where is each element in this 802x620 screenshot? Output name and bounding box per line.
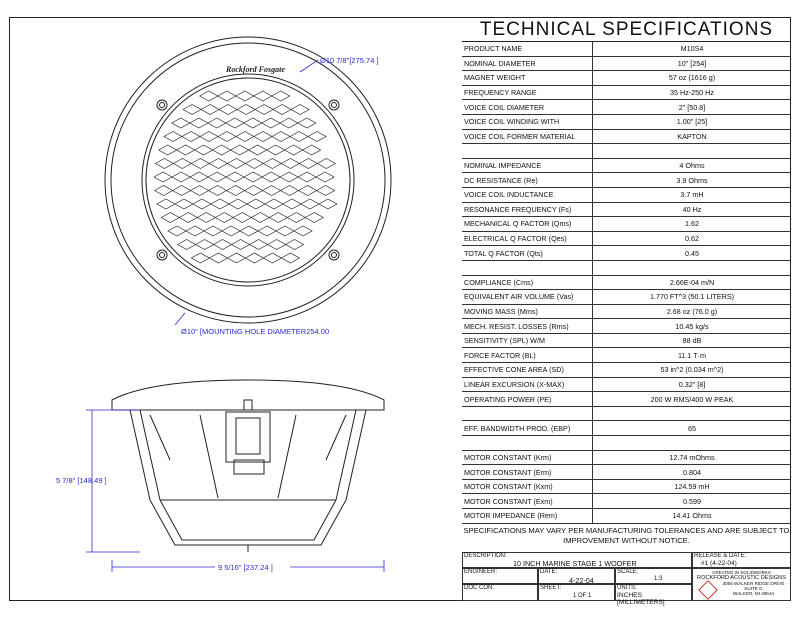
spec-row [462, 202, 791, 217]
spec-key [462, 260, 593, 275]
spec-row [462, 509, 791, 524]
spec-row [462, 450, 791, 465]
spec-key: MOTOR CONSTANT (Erm) [462, 465, 593, 480]
spec-key: VOICE COIL FORMER MATERIAL [462, 129, 593, 144]
spec-value: 14.41 Ohms [593, 509, 792, 524]
spec-key: OPERATING POWER (PE) [462, 392, 593, 407]
spec-row [462, 114, 791, 129]
spec-value: 3.7 mH [593, 187, 792, 202]
spec-key: MAGNET WEIGHT [462, 71, 593, 86]
doc-con-cell: DOC CON: [462, 584, 538, 601]
spec-value [593, 406, 792, 421]
spec-row [462, 436, 791, 451]
spec-row [462, 42, 791, 56]
disclaimer: SPECIFICATIONS MAY VARY PER MANUFACTURING TOLERANCES AND ARE SUBJECT TO IMPROVEMENT WITHOUT NOTICE. [463, 526, 790, 545]
spec-value [593, 436, 792, 451]
spec-key: VOICE COIL INDUCTANCE [462, 187, 593, 202]
description-cell: DESCRIPTION: 10 INCH MARINE STAGE 1 WOOFER [462, 552, 692, 568]
spec-row [462, 275, 791, 290]
spec-value: 12.74 mOhms [593, 450, 792, 465]
spec-value: 10" [254] [593, 56, 792, 71]
top-view [105, 37, 391, 323]
brand-logo: Rockford Fosgate [226, 65, 285, 74]
spec-key: MECH. RESIST. LOSSES (Rms) [462, 319, 593, 334]
date-cell: DATE: 4-22-04 [538, 568, 615, 584]
spec-value: 11.1 T·m [593, 348, 792, 363]
spec-value: 57 oz (1616 g) [593, 71, 792, 86]
spec-value: 1.62 [593, 217, 792, 232]
spec-value: 3.9 Ohms [593, 173, 792, 188]
spec-key: MOVING MASS (Mms) [462, 304, 593, 319]
spec-value: 1.00" [25] [593, 114, 792, 129]
spec-value: 1.770 FT^3 (50.1 LITERS) [593, 290, 792, 305]
spec-key: EQUIVALENT AIR VOLUME (Vas) [462, 290, 593, 305]
units-cell: UNITS: INCHES [MILLIMETERS] [615, 584, 692, 601]
spec-row [462, 392, 791, 407]
spec-row [462, 231, 791, 246]
spec-row [462, 421, 791, 436]
spec-row [462, 304, 791, 319]
spec-key: VOICE COIL DIAMETER [462, 100, 593, 115]
spec-value: KAPTON [593, 129, 792, 144]
spec-value: M10S4 [593, 42, 792, 56]
spec-key: MECHANICAL Q FACTOR (Qms) [462, 217, 593, 232]
spec-row [462, 290, 791, 305]
spec-key: DC RESISTANCE (Re) [462, 173, 593, 188]
spec-value: 200 W RMS/400 W PEAK [593, 392, 792, 407]
spec-key: VOICE COIL WINDING WITH [462, 114, 593, 129]
spec-row [462, 363, 791, 378]
spec-key: FREQUENCY RANGE [462, 85, 593, 100]
spec-row [462, 406, 791, 421]
spec-value: 2.66E-04 m/N [593, 275, 792, 290]
spec-row [462, 129, 791, 144]
spec-key: FORCE FACTOR (BL) [462, 348, 593, 363]
width-dim: 9 5/16" [237.24 ] [218, 563, 273, 572]
spec-value [593, 144, 792, 159]
spec-value: 53 in^2 (0.034 m^2) [593, 363, 792, 378]
spec-key: MOTOR CONSTANT (Krm) [462, 450, 593, 465]
spec-value: 10.45 kg/s [593, 319, 792, 334]
spec-key: SENSITIVITY (SPL) W/M [462, 333, 593, 348]
spec-key [462, 436, 593, 451]
spec-value: 65 [593, 421, 792, 436]
spec-key: COMPLIANCE (Cms) [462, 275, 593, 290]
spec-key: RESONANCE FREQUENCY (Fs) [462, 202, 593, 217]
spec-row [462, 260, 791, 275]
spec-row [462, 173, 791, 188]
company-cell: CREATED IN SOLIDWORKS ROCKFORD ACOUSTIC DESIGNS 3056 WALKER RIDGE DRIVE SUITE G WALKER, MI 49544 [692, 568, 791, 601]
spec-key: MOTOR CONSTANT (Exm) [462, 494, 593, 509]
spec-row [462, 465, 791, 480]
spec-key: PRODUCT NAME [462, 42, 593, 56]
height-dim: 5 7/8" [148.49 ] [56, 476, 107, 485]
spec-row [462, 217, 791, 232]
spec-row [462, 333, 791, 348]
spec-value: 0.804 [593, 465, 792, 480]
spec-key: TOTAL Q FACTOR (Qts) [462, 246, 593, 261]
spec-key: MOTOR CONSTANT (Kxm) [462, 479, 593, 494]
spec-value: 0.45 [593, 246, 792, 261]
spec-key: MOTOR IMPEDANCE (Rem) [462, 509, 593, 524]
spec-value: 124.59 mH [593, 479, 792, 494]
spec-value: 2" [50.8] [593, 100, 792, 115]
spec-title: TECHNICAL SPECIFICATIONS [462, 17, 791, 42]
spec-row [462, 494, 791, 509]
engineer-cell: ENGINEER: [462, 568, 538, 584]
company-logo-icon [698, 580, 718, 600]
spec-row [462, 348, 791, 363]
spec-value: 4 Ohms [593, 158, 792, 173]
spec-row [462, 85, 791, 100]
spec-key: ELECTRICAL Q FACTOR (Qes) [462, 231, 593, 246]
mount-hole-dim: Ø10" [MOUNTING HOLE DIAMETER254.00 [181, 327, 330, 336]
spec-value: 40 Hz [593, 202, 792, 217]
spec-table [462, 17, 791, 524]
spec-key: NOMINAL DIAMETER [462, 56, 593, 71]
spec-row [462, 100, 791, 115]
spec-row [462, 319, 791, 334]
spec-row [462, 144, 791, 159]
spec-value: 88 dB [593, 333, 792, 348]
spec-row [462, 377, 791, 392]
spec-key [462, 406, 593, 421]
spec-key: EFF. BANDWIDTH PROD. (EBP) [462, 421, 593, 436]
spec-row [462, 56, 791, 71]
spec-value [593, 260, 792, 275]
title-block [462, 552, 791, 606]
outer-diameter-dim: Ø10 7/8"[275.74 ] [320, 56, 379, 65]
spec-row [462, 71, 791, 86]
spec-row [462, 187, 791, 202]
spec-key [462, 144, 593, 159]
spec-row [462, 158, 791, 173]
spec-row [462, 479, 791, 494]
sheet-cell: SHEET: 1 OF 1 [538, 584, 615, 601]
spec-value: 0.599 [593, 494, 792, 509]
spec-row [462, 246, 791, 261]
scale-cell: SCALE: 1:3 [615, 568, 692, 584]
spec-rows [462, 42, 791, 524]
side-view [112, 380, 384, 552]
spec-key: EFFECTIVE CONE AREA (SD) [462, 363, 593, 378]
release-cell: RELEASE & DATE: #1 (4-22-04) [692, 552, 791, 568]
spec-value: 0.62 [593, 231, 792, 246]
spec-value: 2.68 oz (76.0 g) [593, 304, 792, 319]
spec-key: LINEAR EXCURSION (X-MAX) [462, 377, 593, 392]
spec-value: 0.32" [8] [593, 377, 792, 392]
spec-value: 35 Hz-250 Hz [593, 85, 792, 100]
spec-key: NOMINAL IMPEDANCE [462, 158, 593, 173]
